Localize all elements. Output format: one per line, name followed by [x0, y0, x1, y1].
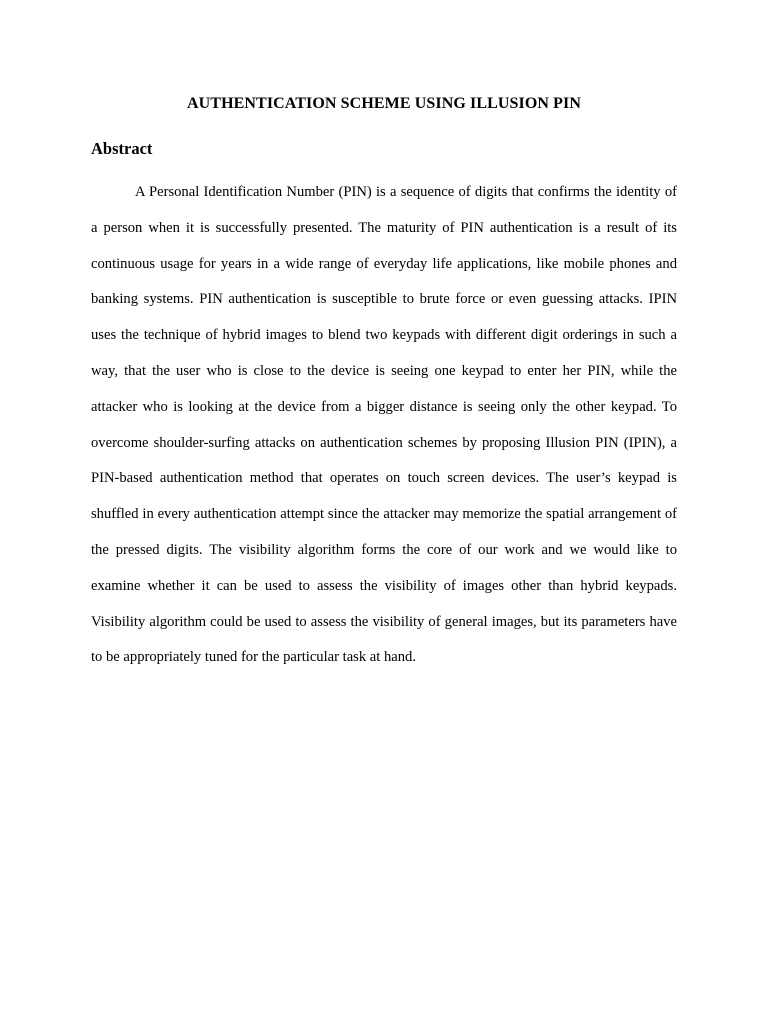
document-title: AUTHENTICATION SCHEME USING ILLUSION PIN [187, 95, 581, 112]
abstract-heading: Abstract [91, 139, 153, 158]
abstract-paragraph: A Personal Identification Number (PIN) is a sequence of digits that confirms the identity of a person when it is successfully presented. The maturity of PIN authentication is a result of its continuous usage for years in a wide range of everyday life applications, like mobile phones and banking systems. PIN authentication is susceptible to brute force or even guessing attacks. IPIN uses the technique of hybrid images to blend two keypads with different digit orderings in such a way, that the user who is close to the device is seeing one keypad to enter her PIN, while the attacker who is looking at the device from a bigger distance is seeing only the other keypad. To overcome shoulder-surfing attacks on authentication schemes by proposing Illusion PIN (IPIN), a PIN-based authentication method that operates on touch screen devices. The user’s keypad is shuffled in every authentication attempt since the attacker may memorize the spatial arrangement of the pressed digits. The visibility algorithm forms the core of our work and we would like to examine whether it can be used to assess the visibility of images other than hybrid keypads. Visibility algorithm could be used to assess the visibility of general images, but its parameters have to be appropriately tuned for the particular task at hand. [91, 184, 677, 666]
